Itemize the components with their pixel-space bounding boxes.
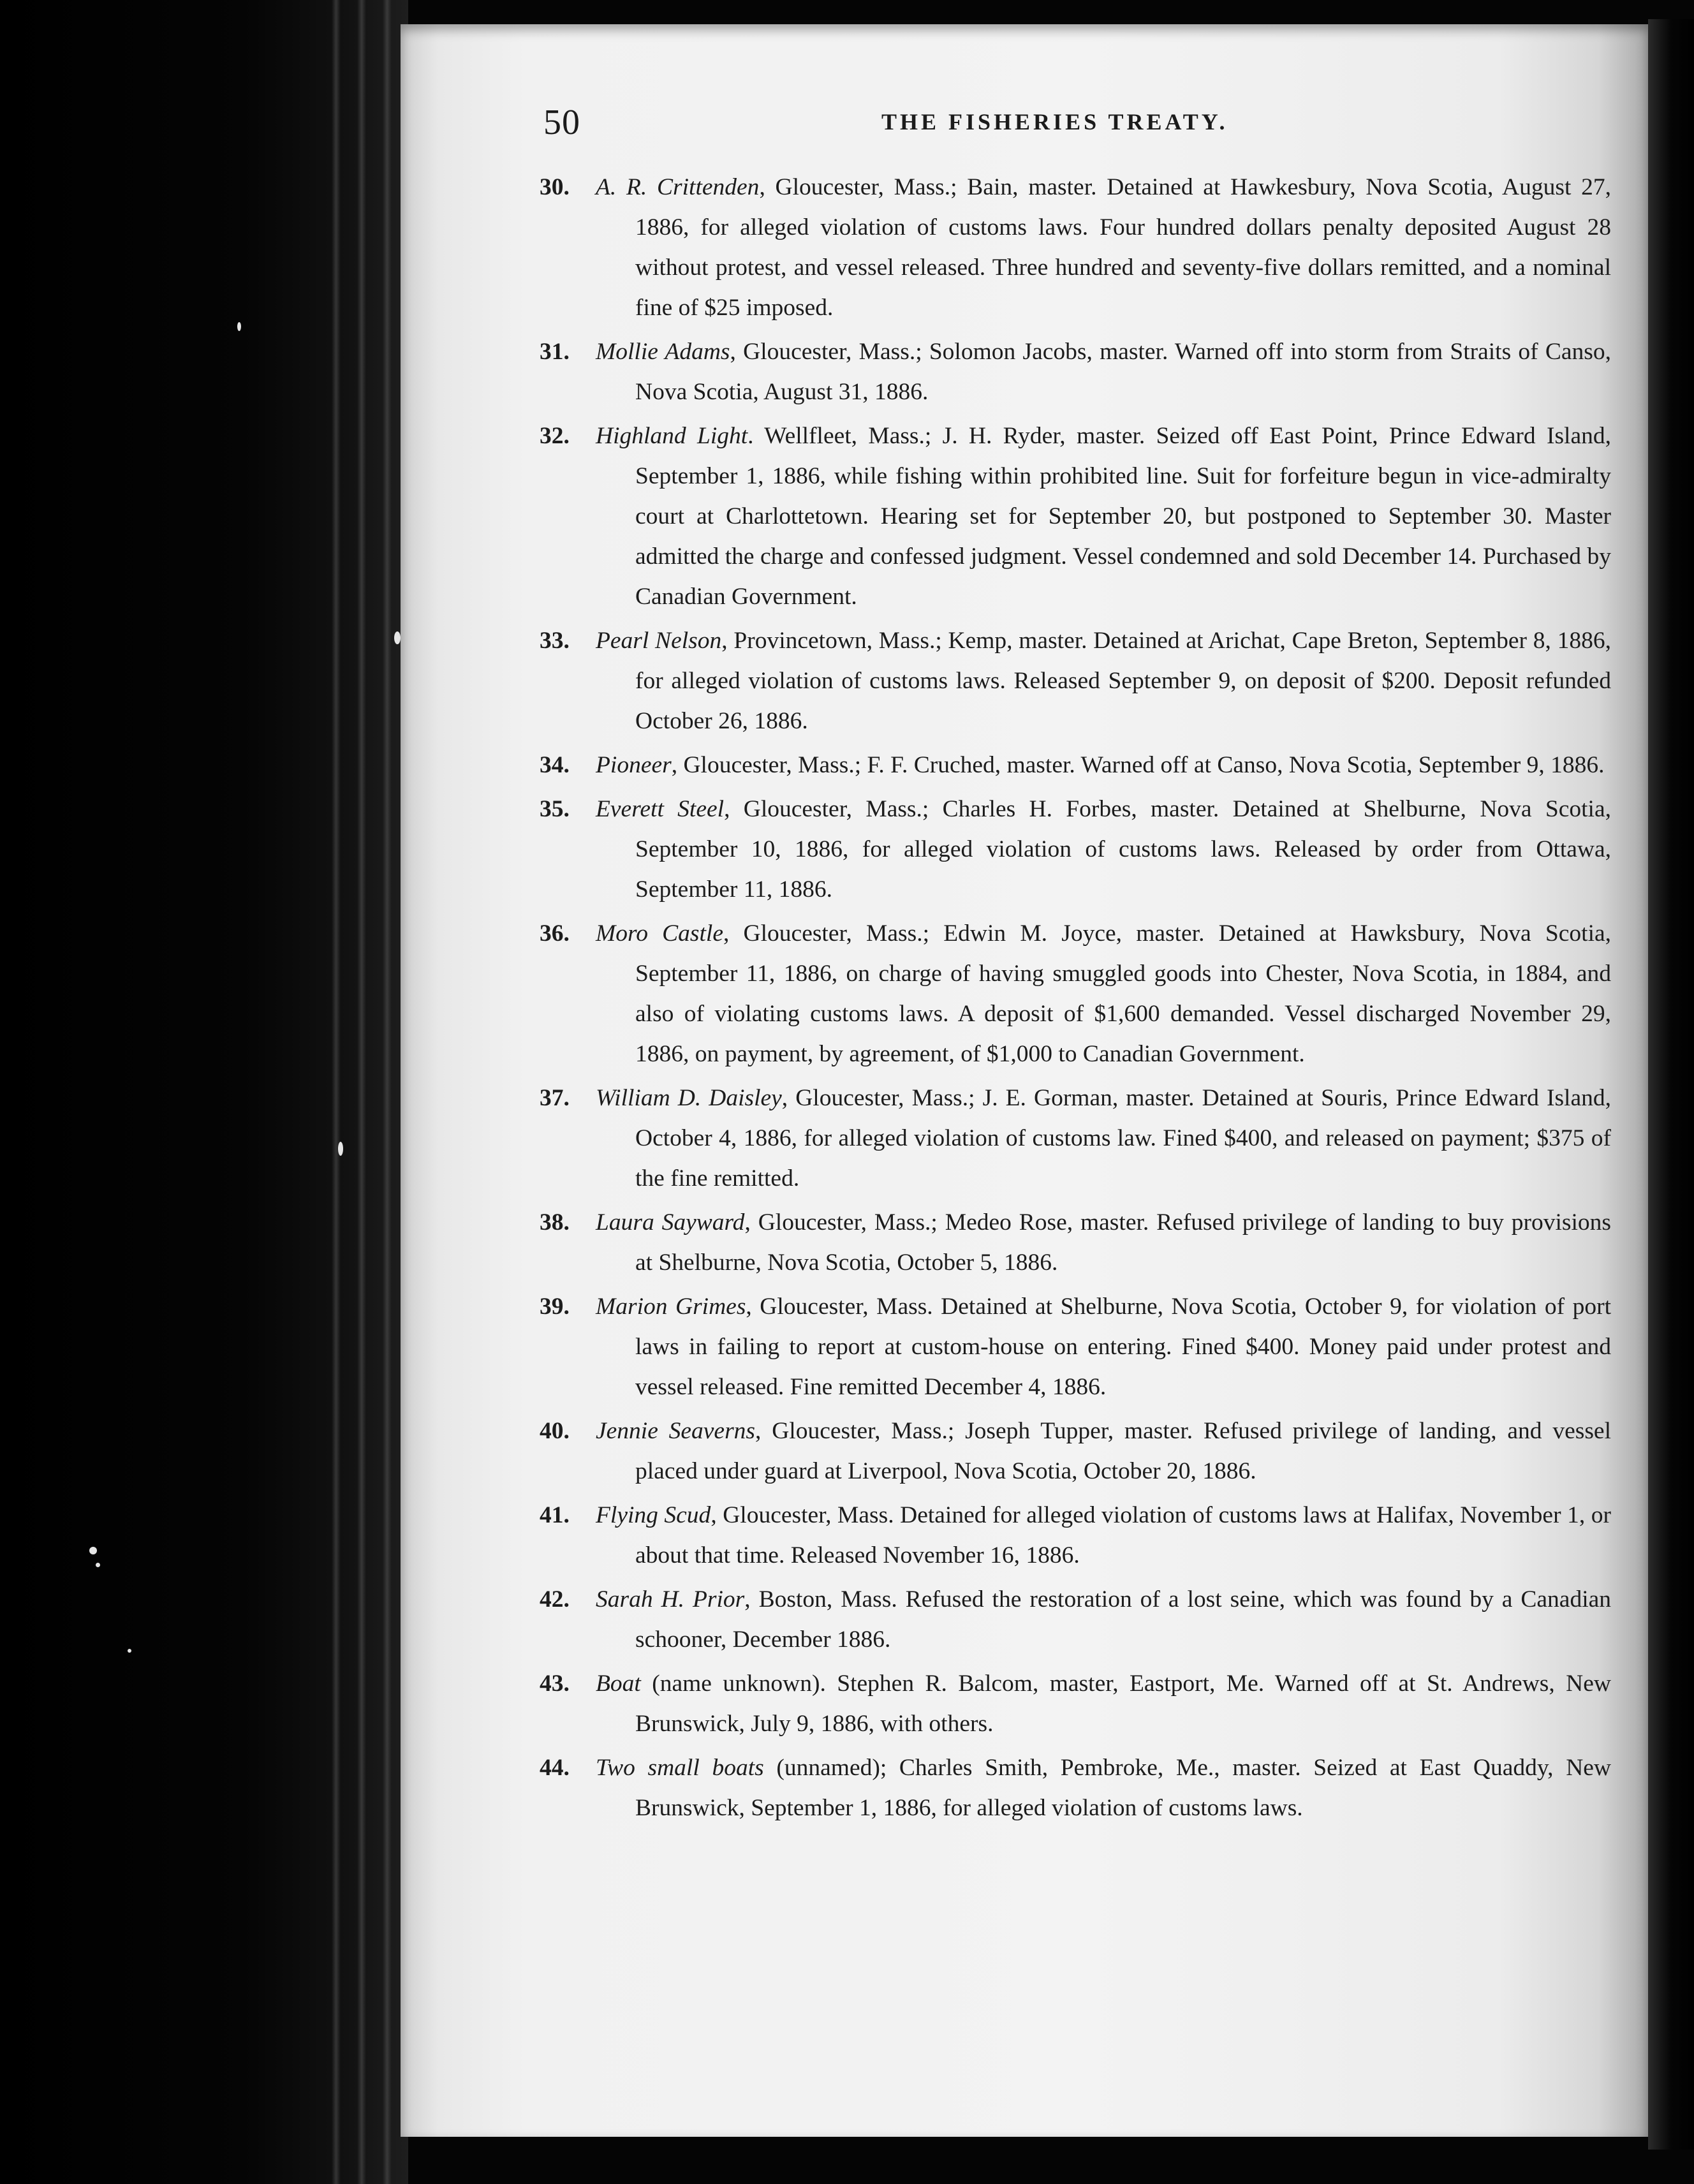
entry-text: , Gloucester, Mass.; J. E. Gorman, master. Detained at Souris, Prince Edward Island, October 4, 1886, for alleged violation of customs law. Fined $400, and released on payment; $375 of the fine remitted. (635, 1085, 1611, 1192)
vessel-entry (540, 1748, 1611, 1828)
dust-speck (128, 1649, 131, 1653)
entry-number: 41. (540, 1502, 570, 1528)
entry-text: , Gloucester, Mass.; F. F. Cruched, master. Warned off at Canso, Nova Scotia, September 9, 1886. (671, 752, 1605, 778)
entry-number: 35. (540, 796, 570, 822)
entry-text: (unnamed); Charles Smith, Pembroke, Me., master. Seized at East Quaddy, New Brunswick, September 1, 1886, for alleged violation of customs laws. (635, 1755, 1612, 1821)
entry-text: . Wellfleet, Mass.; J. H. Ryder, master. Seized off East Point, Prince Edward Island, September 1, 1886, while fishing within prohibited line. Suit for forfeiture begun in vice-admiralty court at Charlottetown. Hearing set for September 20, but postponed to September 30. Master admitted the charge and confessed judgment. Vessel condemned and sold December 14. Purchased by Canadian Government. (635, 423, 1611, 610)
vessel-name: Highland Light (596, 423, 748, 449)
entry-text: , Gloucester, Mass.; Bain, master. Detained at Hawkesbury, Nova Scotia, August 27, 1886, for alleged violation of customs laws. Four hundred dollars penalty deposited August 28 without protest, and vessel released. Three hundred and seventy-five dollars remitted, and a nominal fine of $25 imposed. (635, 174, 1611, 321)
entry-number: 38. (540, 1209, 570, 1236)
entry-text: , Provincetown, Mass.; Kemp, master. Detained at Arichat, Cape Breton, September 8, 1886, for alleged violation of customs laws. Released September 9, on deposit of $200. Deposit refunded October 26, 1886. (635, 628, 1611, 734)
entry-text: (name unknown). Stephen R. Balcom, master, Eastport, Me. Warned off at St. Andrews, New Brunswick, July 9, 1886, with others. (635, 1671, 1611, 1737)
entry-text: , Gloucester, Mass. Detained for alleged violation of customs laws at Halifax, November 1, or about that time. Released November 16, 1886. (635, 1502, 1611, 1568)
entry-text: , Gloucester, Mass.; Charles H. Forbes, master. Detained at Shelburne, Nova Scotia, September 10, 1886, for alleged violation of customs laws. Released by order from Ottawa, September 11, 1886. (635, 796, 1611, 903)
vessel-name: William D. Daisley (596, 1085, 782, 1111)
vessel-list (540, 167, 1611, 1832)
vessel-entry (540, 1495, 1611, 1575)
entry-number: 31. (540, 339, 570, 365)
vessel-name: Everett Steel (596, 796, 725, 822)
vessel-entry (540, 913, 1611, 1074)
entry-number: 43. (540, 1671, 570, 1697)
vessel-name: Two small boats (596, 1755, 764, 1781)
vessel-entry (540, 167, 1611, 328)
vessel-name: A. R. Crittenden (596, 174, 760, 200)
vessel-entry (540, 1287, 1611, 1407)
vessel-name: Mollie Adams (596, 339, 730, 365)
vessel-name: Pioneer (596, 752, 672, 778)
gutter-streak (332, 0, 341, 2184)
dust-speck (237, 322, 241, 331)
vessel-name: Pearl Nelson (596, 628, 722, 654)
entry-number: 37. (540, 1085, 570, 1111)
entry-number: 33. (540, 628, 570, 654)
vessel-entry (540, 745, 1611, 785)
vessel-name: Flying Scud (596, 1502, 711, 1528)
entry-number: 30. (540, 174, 570, 200)
page-edge-shadow (1648, 19, 1694, 2150)
vessel-entry (540, 1664, 1611, 1744)
vessel-entry (540, 1411, 1611, 1491)
entry-number: 34. (540, 752, 570, 778)
gutter-streak (383, 0, 392, 2184)
vessel-entry (540, 1202, 1611, 1283)
dark-gutter (0, 0, 408, 2184)
vessel-name: Laura Sayward (596, 1209, 745, 1236)
vessel-entry (540, 621, 1611, 741)
entry-number: 40. (540, 1418, 570, 1444)
vessel-name: Sarah H. Prior (596, 1586, 745, 1612)
vessel-entry (540, 789, 1611, 910)
entry-number: 36. (540, 920, 570, 947)
gutter-streak (357, 0, 366, 2184)
vessel-entry (540, 1078, 1611, 1199)
entry-text: , Gloucester, Mass.; Edwin M. Joyce, master. Detained at Hawksbury, Nova Scotia, September 11, 1886, on charge of having smuggled goods into Chester, Nova Scotia, in 1884, and also of violating customs laws. A deposit of $1,600 demanded. Vessel discharged November 29, 1886, on payment, by agreement, of $1,000 to Canadian Government. (635, 920, 1612, 1067)
running-head: THE FISHERIES TREATY. (881, 109, 1228, 135)
vessel-entry (540, 416, 1611, 617)
entry-text: , Gloucester, Mass.; Solomon Jacobs, master. Warned off into storm from Straits of Canso, Nova Scotia, August 31, 1886. (635, 339, 1611, 405)
dust-speck (89, 1547, 97, 1554)
vessel-name: Jennie Seaverns (596, 1418, 756, 1444)
entry-number: 42. (540, 1586, 570, 1612)
vessel-name: Boat (596, 1671, 641, 1697)
page-number: 50 (543, 103, 580, 142)
vessel-entry (540, 1579, 1611, 1660)
entry-number: 39. (540, 1294, 570, 1320)
entry-text: , Gloucester, Mass.; Medeo Rose, master. Refused privilege of landing to buy provisions at Shelburne, Nova Scotia, October 5, 1886. (635, 1209, 1611, 1276)
vessel-entry (540, 332, 1611, 412)
entry-number: 44. (540, 1755, 570, 1781)
entry-text: , Gloucester, Mass.; Joseph Tupper, master. Refused privilege of landing, and vessel placed under guard at Liverpool, Nova Scotia, October 20, 1886. (635, 1418, 1611, 1484)
page-header (543, 102, 1589, 153)
dust-speck (96, 1563, 100, 1567)
dust-speck (338, 1142, 343, 1156)
vessel-name: Marion Grimes (596, 1294, 746, 1320)
entry-text: , Boston, Mass. Refused the restoration of a lost seine, which was found by a Canadian schooner, December 1886. (635, 1586, 1612, 1653)
entry-text: , Gloucester, Mass. Detained at Shelburne, Nova Scotia, October 9, for violation of port laws in failing to report at custom-house on entering. Fined $400. Money paid under protest and vessel released. Fine remitted December 4, 1886. (635, 1294, 1611, 1400)
vessel-name: Moro Castle (596, 920, 723, 947)
dust-speck (394, 631, 401, 644)
entry-number: 32. (540, 423, 570, 449)
